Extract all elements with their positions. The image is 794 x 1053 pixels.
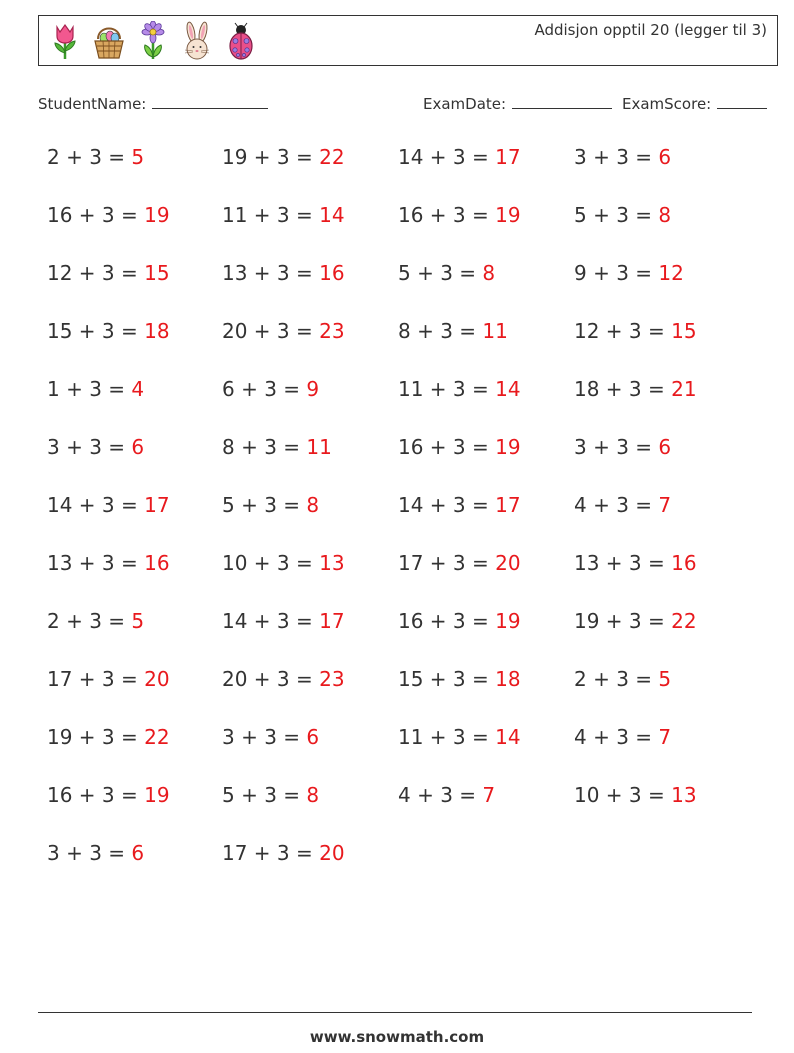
problem-item (47, 667, 170, 691)
easter-basket-icon (91, 21, 127, 61)
problem-question: 10 + 3 = (574, 783, 672, 807)
problem-item (222, 493, 319, 517)
problem-item (398, 609, 521, 633)
problem-answer: 20 (495, 551, 521, 575)
problem-question: 16 + 3 = (398, 609, 496, 633)
problem-item (222, 203, 345, 227)
problem-answer: 19 (495, 609, 521, 633)
flower-icon (135, 21, 171, 61)
problem-question: 3 + 3 = (574, 145, 659, 169)
problem-question: 5 + 3 = (574, 203, 659, 227)
problem-item (222, 841, 345, 865)
problem-question: 5 + 3 = (222, 493, 307, 517)
problem-item (398, 145, 521, 169)
problem-item (222, 435, 332, 459)
problem-question: 3 + 3 = (222, 725, 307, 749)
problem-question: 9 + 3 = (574, 261, 659, 285)
problem-item (47, 203, 170, 227)
student-name-field[interactable] (38, 92, 268, 113)
problem-answer: 16 (144, 551, 170, 575)
exam-score-line[interactable] (717, 92, 767, 109)
student-name-label: StudentName: (38, 95, 147, 113)
problem-item (398, 435, 521, 459)
problem-answer: 6 (658, 435, 672, 459)
problem-question: 2 + 3 = (47, 609, 132, 633)
problem-question: 4 + 3 = (574, 493, 659, 517)
problem-item (398, 203, 521, 227)
problem-item (47, 145, 144, 169)
problem-answer: 15 (671, 319, 697, 343)
problem-item (47, 319, 170, 343)
problem-answer: 19 (495, 203, 521, 227)
problem-item (47, 261, 170, 285)
problem-answer: 5 (131, 609, 145, 633)
problem-answer: 17 (495, 493, 521, 517)
footer-divider (38, 1012, 752, 1013)
footer-website[interactable]: www.snowmath.com (309, 1028, 485, 1046)
problem-answer: 20 (319, 841, 345, 865)
problem-item (47, 493, 170, 517)
problem-question: 8 + 3 = (222, 435, 307, 459)
problem-item (222, 145, 345, 169)
problem-item (398, 261, 495, 285)
problem-question: 20 + 3 = (222, 667, 320, 691)
problem-answer: 17 (495, 145, 521, 169)
problem-item (222, 319, 345, 343)
problem-question: 15 + 3 = (398, 667, 496, 691)
problem-item (398, 667, 521, 691)
problem-answer: 8 (482, 261, 496, 285)
problem-question: 19 + 3 = (574, 609, 672, 633)
problem-question: 3 + 3 = (47, 435, 132, 459)
problem-answer: 17 (319, 609, 345, 633)
problem-answer: 12 (658, 261, 684, 285)
problem-item (574, 145, 671, 169)
problem-answer: 18 (144, 319, 170, 343)
problem-answer: 13 (319, 551, 345, 575)
problem-question: 8 + 3 = (398, 319, 483, 343)
problem-question: 4 + 3 = (574, 725, 659, 749)
problem-answer: 14 (495, 725, 521, 749)
problem-answer: 14 (495, 377, 521, 401)
problem-answer: 5 (131, 145, 145, 169)
problem-answer: 16 (671, 551, 697, 575)
problem-answer: 8 (658, 203, 672, 227)
problem-item (574, 435, 671, 459)
problem-item (222, 667, 345, 691)
problem-item (574, 319, 697, 343)
problem-item (398, 377, 521, 401)
problem-question: 2 + 3 = (574, 667, 659, 691)
problem-question: 5 + 3 = (398, 261, 483, 285)
problem-item (47, 841, 144, 865)
problem-question: 16 + 3 = (398, 203, 496, 227)
header-box (38, 15, 778, 66)
problem-question: 11 + 3 = (398, 377, 496, 401)
problem-answer: 19 (495, 435, 521, 459)
problem-answer: 8 (306, 493, 320, 517)
problem-item (47, 783, 170, 807)
problem-question: 13 + 3 = (47, 551, 145, 575)
problem-item (222, 261, 345, 285)
problem-question: 16 + 3 = (47, 783, 145, 807)
problem-question: 12 + 3 = (47, 261, 145, 285)
problem-question: 17 + 3 = (47, 667, 145, 691)
problem-item (574, 783, 697, 807)
problem-question: 1 + 3 = (47, 377, 132, 401)
problem-item (398, 319, 508, 343)
problem-answer: 19 (144, 203, 170, 227)
exam-score-field[interactable] (622, 92, 767, 113)
problem-question: 18 + 3 = (574, 377, 672, 401)
problem-answer: 11 (482, 319, 508, 343)
problem-question: 13 + 3 = (222, 261, 320, 285)
problem-question: 3 + 3 = (574, 435, 659, 459)
problem-question: 19 + 3 = (47, 725, 145, 749)
problem-answer: 20 (144, 667, 170, 691)
problem-item (222, 609, 345, 633)
problem-answer: 14 (319, 203, 345, 227)
problem-item (222, 551, 345, 575)
problem-question: 14 + 3 = (398, 145, 496, 169)
problem-item (222, 377, 319, 401)
problem-item (47, 377, 144, 401)
problem-answer: 23 (319, 667, 345, 691)
problem-item (47, 435, 144, 459)
problem-question: 2 + 3 = (47, 145, 132, 169)
problem-answer: 6 (306, 725, 320, 749)
problem-question: 14 + 3 = (222, 609, 320, 633)
problem-answer: 7 (482, 783, 496, 807)
tulip-icon (47, 21, 83, 61)
problem-item (47, 551, 170, 575)
student-name-line[interactable] (152, 92, 268, 109)
exam-date-field[interactable] (423, 92, 612, 113)
worksheet-title: Addisjon opptil 20 (legger til 3) (534, 21, 767, 39)
problem-question: 12 + 3 = (574, 319, 672, 343)
problem-question: 14 + 3 = (398, 493, 496, 517)
problem-answer: 17 (144, 493, 170, 517)
problem-answer: 21 (671, 377, 697, 401)
problem-item (574, 377, 697, 401)
problem-answer: 15 (144, 261, 170, 285)
problem-answer: 18 (495, 667, 521, 691)
problem-item (574, 725, 671, 749)
problem-question: 6 + 3 = (222, 377, 307, 401)
problem-question: 10 + 3 = (222, 551, 320, 575)
problem-answer: 23 (319, 319, 345, 343)
exam-date-label: ExamDate: (423, 95, 507, 113)
problem-item (574, 667, 671, 691)
problem-item (47, 609, 144, 633)
problem-answer: 7 (658, 493, 672, 517)
problem-answer: 6 (131, 841, 145, 865)
problem-question: 11 + 3 = (222, 203, 320, 227)
problem-question: 16 + 3 = (47, 203, 145, 227)
problem-question: 3 + 3 = (47, 841, 132, 865)
problem-answer: 11 (306, 435, 332, 459)
problem-item (574, 493, 671, 517)
problem-item (47, 725, 170, 749)
problem-item (222, 725, 319, 749)
problem-item (574, 551, 697, 575)
student-fields (38, 92, 770, 116)
problem-answer: 8 (306, 783, 320, 807)
problem-answer: 6 (658, 145, 672, 169)
problem-answer: 22 (671, 609, 697, 633)
problem-question: 11 + 3 = (398, 725, 496, 749)
problem-question: 4 + 3 = (398, 783, 483, 807)
problem-question: 17 + 3 = (222, 841, 320, 865)
problem-item (398, 551, 521, 575)
problem-item (574, 609, 697, 633)
problem-answer: 7 (658, 725, 672, 749)
problem-answer: 6 (131, 435, 145, 459)
problem-answer: 4 (131, 377, 145, 401)
ladybug-icon (223, 21, 259, 61)
exam-date-line[interactable] (512, 92, 612, 109)
problem-item (574, 261, 684, 285)
problem-question: 14 + 3 = (47, 493, 145, 517)
problem-question: 20 + 3 = (222, 319, 320, 343)
problem-item (222, 783, 319, 807)
exam-score-label: ExamScore: (622, 95, 712, 113)
problem-question: 17 + 3 = (398, 551, 496, 575)
problem-answer: 19 (144, 783, 170, 807)
problem-item (398, 783, 495, 807)
problem-question: 19 + 3 = (222, 145, 320, 169)
problem-question: 16 + 3 = (398, 435, 496, 459)
problem-answer: 13 (671, 783, 697, 807)
problem-answer: 22 (319, 145, 345, 169)
problem-item (398, 725, 521, 749)
problem-question: 5 + 3 = (222, 783, 307, 807)
problem-question: 15 + 3 = (47, 319, 145, 343)
problem-answer: 5 (658, 667, 672, 691)
header-icons (47, 21, 259, 61)
problem-item (398, 493, 521, 517)
problem-item (574, 203, 671, 227)
problem-answer: 22 (144, 725, 170, 749)
bunny-icon (179, 21, 215, 61)
problem-answer: 9 (306, 377, 320, 401)
problem-answer: 16 (319, 261, 345, 285)
problem-question: 13 + 3 = (574, 551, 672, 575)
